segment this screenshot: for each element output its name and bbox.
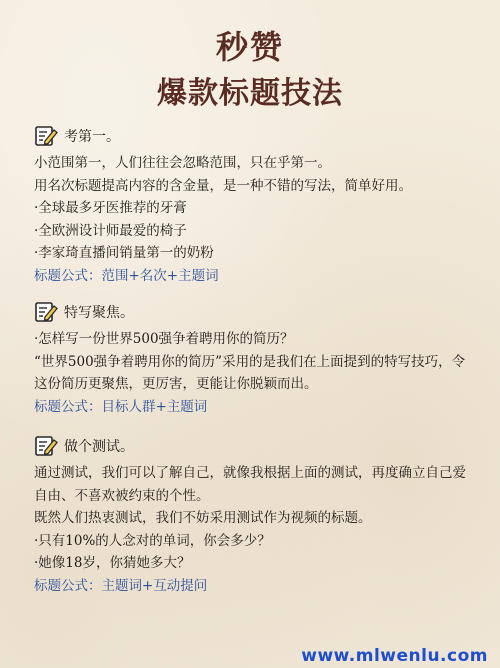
section-first-place	[34, 124, 474, 287]
note-pencil-icon	[34, 434, 58, 458]
body-line: 用名次标题提高内容的含金量，是一种不错的写法，简单好用。	[34, 177, 412, 194]
note-pencil-icon	[34, 300, 58, 324]
page-title: 秒赞	[215, 28, 284, 66]
bullet-item: ·怎样写一份世界500强争着聘用你的简历？	[34, 331, 294, 347]
section-heading: 特写聚焦。	[64, 305, 134, 321]
bullet-item: ·李家琦直播间销量第一的奶粉	[34, 245, 214, 261]
title-formula: 标题公式：目标人群+主题词	[34, 398, 208, 415]
page-subtitle: 爆款标题技法	[157, 76, 343, 111]
section-heading: 做个测试。	[64, 439, 134, 455]
bullet-item: ·只有10%的人念对的单词，你会多少？	[34, 532, 271, 549]
section-heading-row	[34, 300, 474, 324]
body-line: 既然人们热衷测试，我们不妨采用测试作为视频的标题。	[34, 510, 372, 526]
title-formula: 标题公式：主题词+互动提问	[34, 577, 208, 594]
note-pencil-icon	[34, 124, 58, 148]
site-watermark: www.mlwenlu.com	[301, 646, 488, 666]
bullet-item: ·全球最多牙医推荐的牙膏	[34, 200, 187, 216]
body-paragraph: “世界500强争着聘用你的简历”采用的是我们在上面提到的特写技巧，令这份简历更聚焦，更厉害，更能让你脱颖而出。	[34, 353, 466, 392]
body-paragraph: 通过测试，我们可以了解自己，就像我根据上面的测试，再度确立自己爱自由、不喜欢被约束的个性。	[34, 465, 466, 504]
bullet-item: ·全欧洲设计师最爱的椅子	[34, 222, 187, 239]
section-heading-row	[34, 434, 474, 458]
section-heading-row	[34, 124, 474, 148]
section-heading: 考第一。	[64, 129, 120, 145]
bullet-item: ·她像18岁，你猜她多大？	[34, 555, 191, 571]
section-close-up-focus	[34, 300, 474, 418]
title-formula: 标题公式：范围+名次+主题词	[34, 267, 219, 284]
section-take-a-test	[34, 434, 474, 597]
body-line: 小范围第一，人们往往会忽略范围，只在乎第一。	[34, 155, 331, 171]
